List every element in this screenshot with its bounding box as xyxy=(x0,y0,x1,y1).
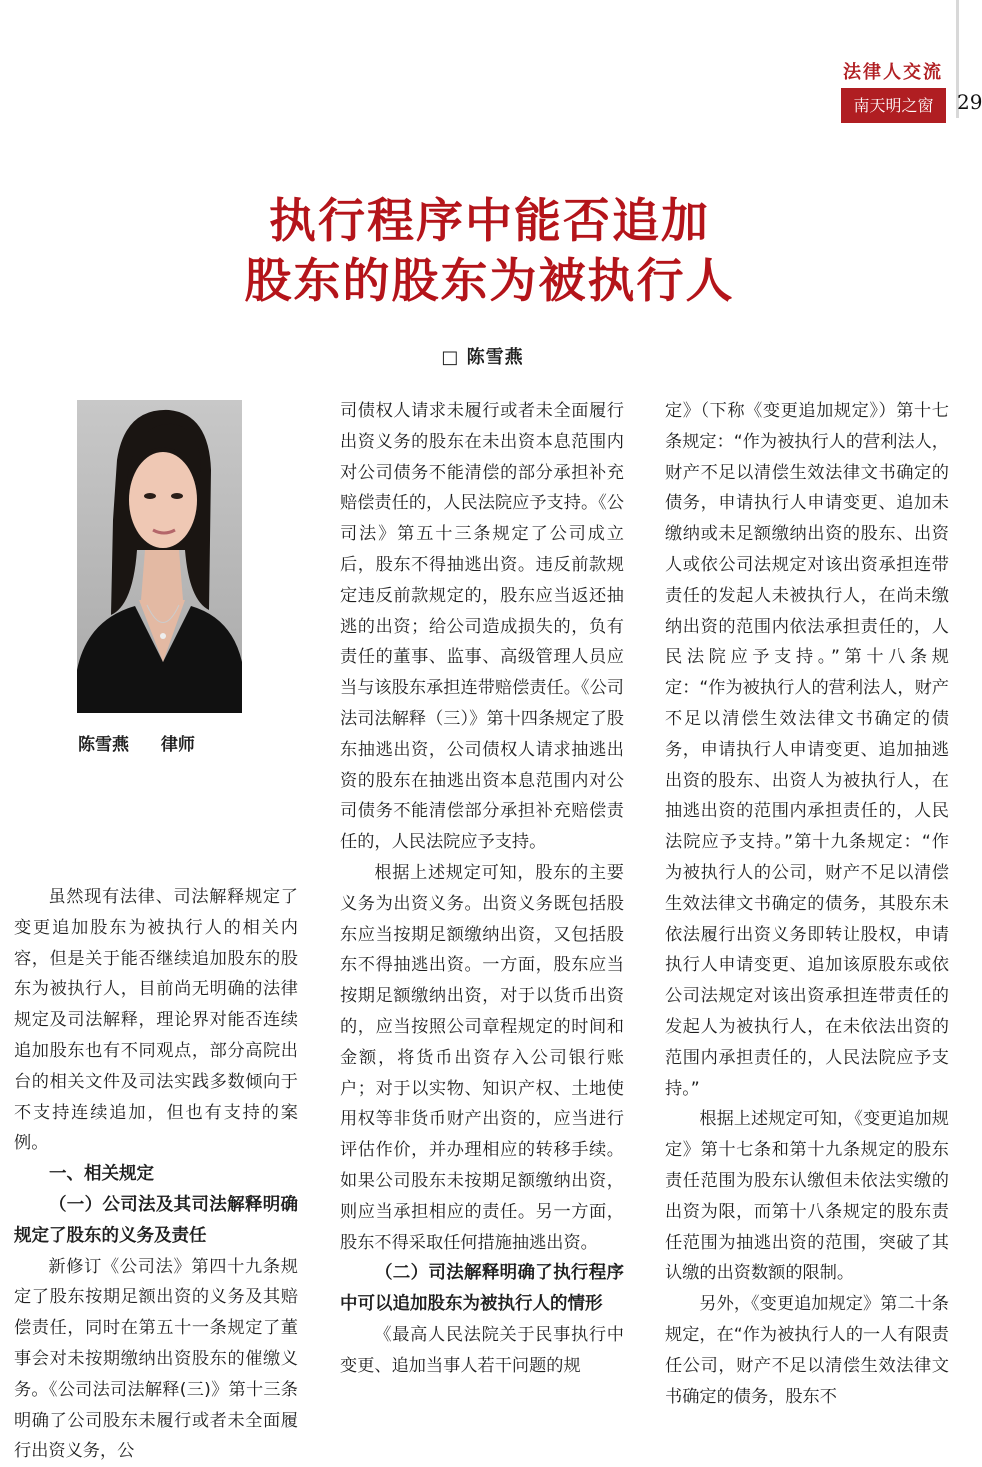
col2-paragraph-1: 司债权人请求未履行或者未全面履行出资义务的股东在未出资本息范围内对公司债务不能清偿的部分承担补充赔偿责任的，人民法院应予支持。《公司法》第五十三条规定了公司成立后，股东不得抽逃出资。违反前款规定违反前款规定的，股东应当返还抽逃的出资；给公司造成损失的，负有责任的董事、监事、高级管理人员应当与该股东承担连带赔偿责任。《公司法司法解释（三）》第十四条规定了股东抽逃出资，公司债权人请求抽逃出资的股东在抽逃出资本息范围内对公司债务不能清偿部分承担补充赔偿责任的，人民法院应予支持。 xyxy=(340,401,624,853)
col3-paragraph-3: 另外，《变更追加规定》第二十条规定，在“作为被执行人的一人有限责任公司，财产不足以清偿生效法律文书确定的债务，股东不 xyxy=(665,1294,949,1407)
section-label: 法律人交流 xyxy=(843,62,943,83)
heading-related-rules: 一、相关规定 xyxy=(49,1164,154,1185)
col3-paragraph-2: 根据上述规定可知，《变更追加规定》第十七条和第十九条规定的股东责任范围为股东认缴但未依法实缴的出资为限，而第十八条规定的股东责任范围为抽逃出资的范围，突破了其认缴的出资数额的限制。 xyxy=(665,1109,949,1284)
column-1 xyxy=(14,882,298,1467)
title-line-1: 执行程序中能否追加 xyxy=(269,194,710,249)
col3-paragraph-1: 定》（下称《变更追加规定》）第十七条规定：“作为被执行人的营利法人，财产不足以清偿生效法律文书确定的债务，申请执行人申请变更、追加未缴纳或未足额缴纳出资的股东、出资人或依公司法规定对该出资承担连带责任的发起人未被执行人，在尚未缴纳出资的范围内依法承担责任的，人民法院应予支持。”第十八条规定：“作为被执行人的营利法人，财产不足以清偿生效法律文书确定的债务，申请执行人申请变更、追加抽逃出资的股东、出资人为被执行人，在抽逃出资的范围内承担责任的，人民法院应予支持。”第十九条规定：“作为被执行人的公司，财产不足以清偿生效法律文书确定的债务，其股东未依法履行出资义务即转让股权，申请执行人申请变更、追加该原股东或依公司法规定对该出资承担连带责任的发起人为被执行人，在未依法出资的范围内承担责任的，人民法院应予支持。” xyxy=(665,401,949,1099)
col2-paragraph-2: 根据上述规定可知，股东的主要义务为出资义务。出资义务既包括股东应当按期足额缴纳出资，又包括股东不得抽逃出资。一方面，股东应当按期足额缴纳出资，对于以货币出资的，应当按照公司章程规定的时间和金额，将货币出资存入公司银行账户；对于以实物、知识产权、土地使用权等非货币财产出资的，应当进行评估作价，并办理相应的转移手续。如果公司股东未按期足额缴纳出资，则应当承担相应的责任。另一方面，股东不得采取任何措施抽逃出资。 xyxy=(340,862,624,1253)
col1-paragraph-1: 虽然现有法律、司法解释规定了变更追加股东为被执行人的相关内容，但是关于能否继续追加股东的股东为被执行人，目前尚无明确的法律规定及司法解释，理论界对能否连续追加股东也有不同观点，部分高院出台的相关文件及司法实践多数倾向于不支持连续追加，但也有支持的案例。 xyxy=(14,887,298,1154)
subheading-1: （一）公司法及其司法解释明确规定了股东的义务及责任 xyxy=(14,1194,298,1246)
author-byline: □ 陈雪燕 xyxy=(441,347,524,368)
subheading-2: （二）司法解释明确了执行程序中可以追加股东为被执行人的情形 xyxy=(340,1263,624,1315)
col2-paragraph-3: 《最高人民法院关于民事执行中变更、追加当事人若干问题的规 xyxy=(340,1324,624,1376)
author-photo xyxy=(77,400,242,713)
title-line-2: 股东的股东为被执行人 xyxy=(244,254,735,309)
photo-caption: 陈雪燕 律师 xyxy=(78,735,195,755)
col1-paragraph-2: 新修订《公司法》第四十九条规定了股东按期足额出资的义务及其赔偿责任，同时在第五十一条规定了董事会对未按期缴纳出资股东的催缴义务。《公司法司法解释(三)》第十三条明确了公司股东未履行或者未全面履行出资义务，公 xyxy=(14,1256,298,1462)
page-number: 29 xyxy=(957,90,982,114)
column-3 xyxy=(665,396,949,1412)
article-title xyxy=(0,192,979,312)
column-2 xyxy=(340,396,624,1382)
column-tag: 南天明之窗 xyxy=(841,88,946,123)
